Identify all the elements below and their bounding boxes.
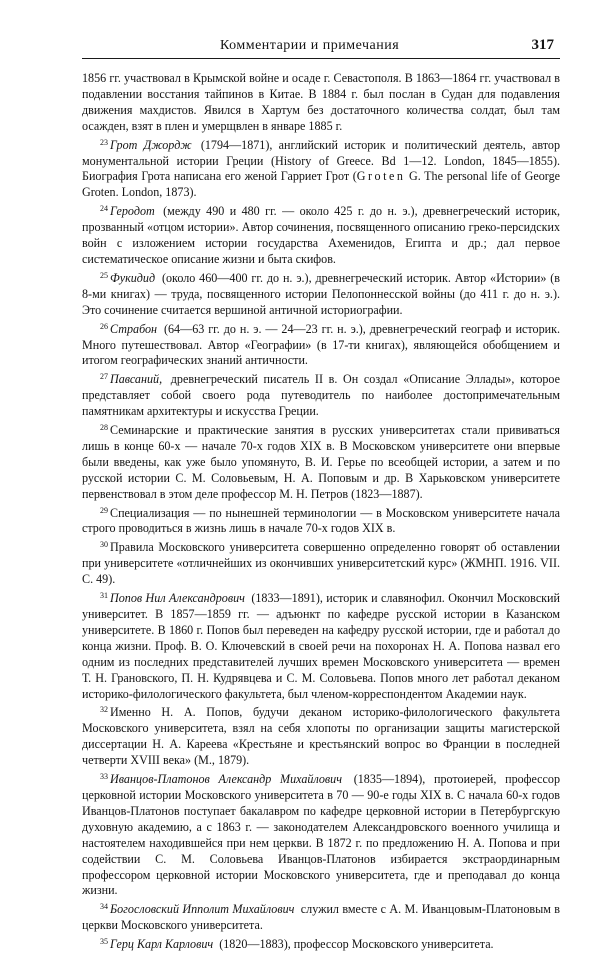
note-23 [82,135,560,202]
note-30 [82,537,560,588]
note-text: (64—63 гг. до н. э. — 24—23 гг. н. э.), древнегреческий географ и историк. Много путешествовал. Автор «Географии» (в 17-ти книгах), являющейся обобщением и итогом географических знаний античности. [82,321,560,368]
note-text-tail: G. The personal life of George Groten. London, 1873). [82,169,560,200]
note-text: (1835—1894), протоиерей, профессор церковной истории Московского университета в 70 — 90-е годы XIX в. С начала 60-х годов Иванцов-Платонов поступает бакалавром по кафедре церковной истории в Петербургскую духовную академию, а с 1863 г. — законодателем Александровского военного училища и настоятелем находившейся при нем церкви. В 1872 г. по предложению Н. А. Попова и при содействии С. М. Соловьева Иванцов-Платонов избирается экстраординарным профессором церковной истории Московского университета, где и преподавал до конца жизни. [82,772,560,898]
note-person-name: Страбон [110,321,158,336]
note-number: 24 [100,204,108,214]
note-text: (1833—1891), историк и славянофил. Окончил Московский университет. В 1857—1859 гг. — адъюнкт по кафедре русской истории в Казанском университете. В 1860 г. Попов был переведен на кафедру русской истории, где и работал до конца жизни. Проф. В. О. Ключевский в своей речи на похоронах Н. А. Попова назвал его одним из последних представителей лучших времен Московского университета — времен Т. Н. Грановского, П. Н. Кудрявцева и С. М. Соловьева. Попов много лет работал деканом историко-филологического факультета, был членом-корреспондентом Академии наук. [82,591,561,701]
note-31 [82,588,560,702]
note-number: 23 [100,137,108,147]
note-person-name: Геродот [110,204,155,219]
note-29 [82,503,560,538]
note-text: (между 490 и 480 гг. — около 425 г. до н. э.), древнегреческий историк, прозванный «отцом истории». Автор сочинения, посвященного описанию греко-персидских войн с изложением истории государства Ахеменидов, Египта и др.; дал первое систематическое описание жизни и быта скифов. [82,204,560,266]
note-text: Специализация — по нынешней терминологии — в Московском университете начала строго проводиться в жизнь лишь в начале 70-х годов XIX в. [82,505,560,536]
note-number: 30 [100,540,108,550]
notes-body [82,71,560,953]
note-text: (1794—1871), английский историк и политический деятель, автор монументальной истории Греции (History of Greece. Bd 1—12. London, 1845—1855). Биография Грота написана его женой Гарриет Грот ( [82,137,561,184]
note-person-name: Богословский Ипполит Михайлович [110,902,295,917]
note-28 [82,420,560,503]
note-spaced-name: Groten [356,169,406,184]
note-text: служил вместе с А. М. Иванцовым-Платоновым в церкви Московского университета. [82,902,560,933]
note-35 [82,934,560,953]
note-person-name: Иванцов-Платонов Александр Михайлович [110,772,342,787]
note-person-name: Фукидид [110,270,156,285]
note-number: 29 [100,505,108,515]
note-text: древнегреческий писатель II в. Он создал «Описание Эллады», которое представляет собой своего рода путеводитель по наиболее достопримечательным памятникам архитектуры и искусства Греции. [82,372,560,419]
note-person-name: Павсаний, [110,372,163,387]
note-32 [82,702,560,769]
note-26 [82,319,560,370]
note-person-name: Грот Джордж [110,137,192,152]
note-person-name: Герц Карл Карлович [110,937,214,952]
note-number: 27 [100,372,108,382]
note-text: (около 460—400 гг. до н. э.), древнегреческий историк. Автор «Истории» (в 8-ми книгах) — труда, посвященного истории Пелопоннесской войны (до 411 г. до н. э.). Это сочинение считается вершиной античной историографии. [82,270,560,317]
note-number: 26 [100,321,108,331]
note-number: 33 [100,772,108,782]
note-25 [82,268,560,319]
note-33 [82,769,560,899]
note-continuation [82,71,560,135]
note-number: 34 [100,902,108,912]
note-27 [82,369,560,420]
header-title: Комментарии и примечания [220,38,400,53]
note-number: 28 [100,423,108,433]
note-text: Именно Н. А. Попов, будучи деканом историко-филологического факультета Московского университета, взял на себя хлопоты по организации защиты магистерской диссертации Н. А. Кареева «Крестьяне и крестьянский вопрос во Франции в последней четверти XVIII века» (М., 1879). [82,705,560,768]
running-header [82,36,560,59]
note-number: 25 [100,270,108,280]
note-number: 32 [100,705,108,715]
note-text: 1856 гг. участвовал в Крымской войне и осаде г. Севастополя. В 1863—1864 гг. участвовал в подавлении восстания тайпинов в Китае. В 1884 г. был послан в Судан для подавления движения махдистов. Явился в Хартум без достаточного количества солдат, был там осажден, взят в плен и умерщвлен в январе 1885 г. [82,71,560,133]
note-number: 35 [100,937,108,947]
note-text: Семинарские и практические занятия в русских университетах стали прививаться лишь в конце 60-х — начале 70-х годов XIX в. В Московском университете они впервые были введены, как уже было упомянуто, В. И. Герье по всеобщей истории, а затем и по русской истории С. М. Соловьевым, Н. А. Поповым и др. В Харьковском университете первенствовал в этом деле профессор М. Н. Петров (1823—1887). [82,423,560,501]
note-person-name: Попов Нил Александрович [110,591,245,606]
note-text: (1820—1883), профессор Московского университета. [219,937,494,952]
note-text: Правила Московского университета совершенно определенно говорят об оставлении при университете «отличнейших из окончивших университетский курс» (ЖМНП. 1916. VII. С. 49). [82,540,560,587]
note-number: 31 [100,591,108,601]
note-24 [82,201,560,268]
page-number: 317 [531,37,554,53]
